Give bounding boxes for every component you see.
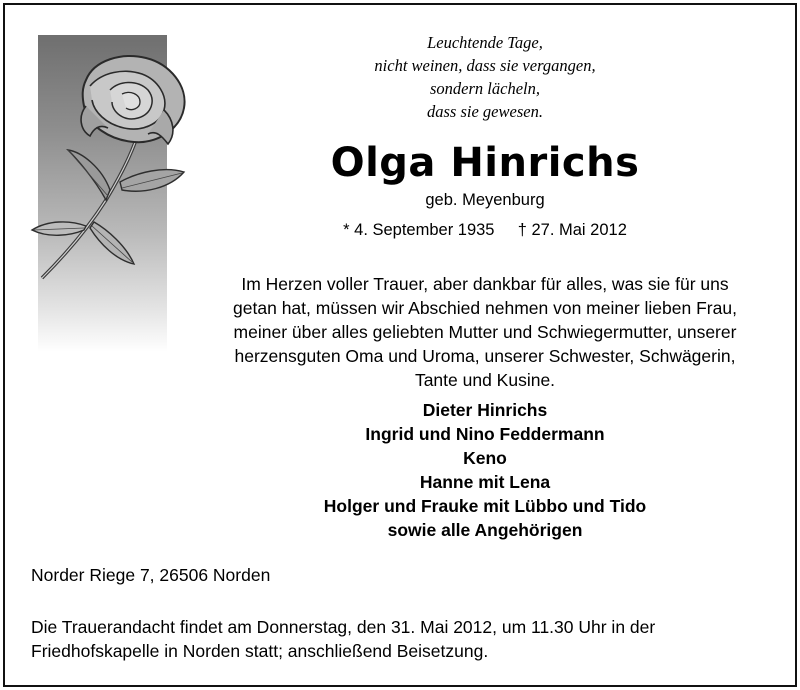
service-info	[31, 615, 655, 663]
birth-name: geb. Meyenburg	[425, 191, 545, 209]
life-dates	[320, 219, 650, 241]
rose-icon	[24, 50, 194, 280]
poem	[330, 31, 640, 123]
mourner-name: Ingrid und Nino Feddermann	[365, 424, 605, 444]
announcement-line: Tante und Kusine.	[414, 370, 556, 390]
poem-line: dass sie gewesen.	[427, 102, 543, 121]
announcement-line: herzensguten Oma und Uroma, unserer Schwester, Schwägerin,	[234, 346, 736, 366]
mourner-name: Dieter Hinrichs	[422, 400, 548, 420]
address: Norder Riege 7, 26506 Norden	[31, 565, 271, 585]
death-date: 27. Mai 2012	[531, 221, 627, 239]
announcement-line: Im Herzen voller Trauer, aber dankbar für alles, was sie für uns	[241, 274, 729, 294]
poem-line: Leuchtende Tage,	[427, 33, 543, 52]
announcement-line: meiner über alles geliebten Mutter und Schwiegermutter, unserer	[233, 322, 737, 342]
poem-line: sondern lächeln,	[430, 79, 540, 98]
service-line: Die Trauerandacht findet am Donnerstag, den 31. Mai 2012, um 11.30 Uhr in der	[31, 617, 656, 637]
mourner-name: Holger und Frauke mit Lübbo und Tido	[323, 496, 647, 516]
mourner-name: Hanne mit Lena	[419, 472, 551, 492]
mourner-name: sowie alle Angehörigen	[387, 520, 583, 540]
birth-symbol: *	[343, 221, 350, 239]
announcement-line: getan hat, müssen wir Abschied nehmen von meiner lieben Frau,	[233, 298, 737, 318]
mourner-name: Keno	[463, 448, 507, 468]
birth-date: 4. September 1935	[354, 221, 495, 239]
announcement-text	[200, 272, 770, 392]
death-symbol: †	[517, 221, 527, 239]
mourners-list	[300, 398, 670, 542]
deceased-name: Olga Hinrichs	[330, 140, 640, 186]
poem-line: nicht weinen, dass sie vergangen,	[374, 56, 596, 75]
service-line: Friedhofskapelle in Norden statt; anschließend Beisetzung.	[31, 641, 489, 661]
